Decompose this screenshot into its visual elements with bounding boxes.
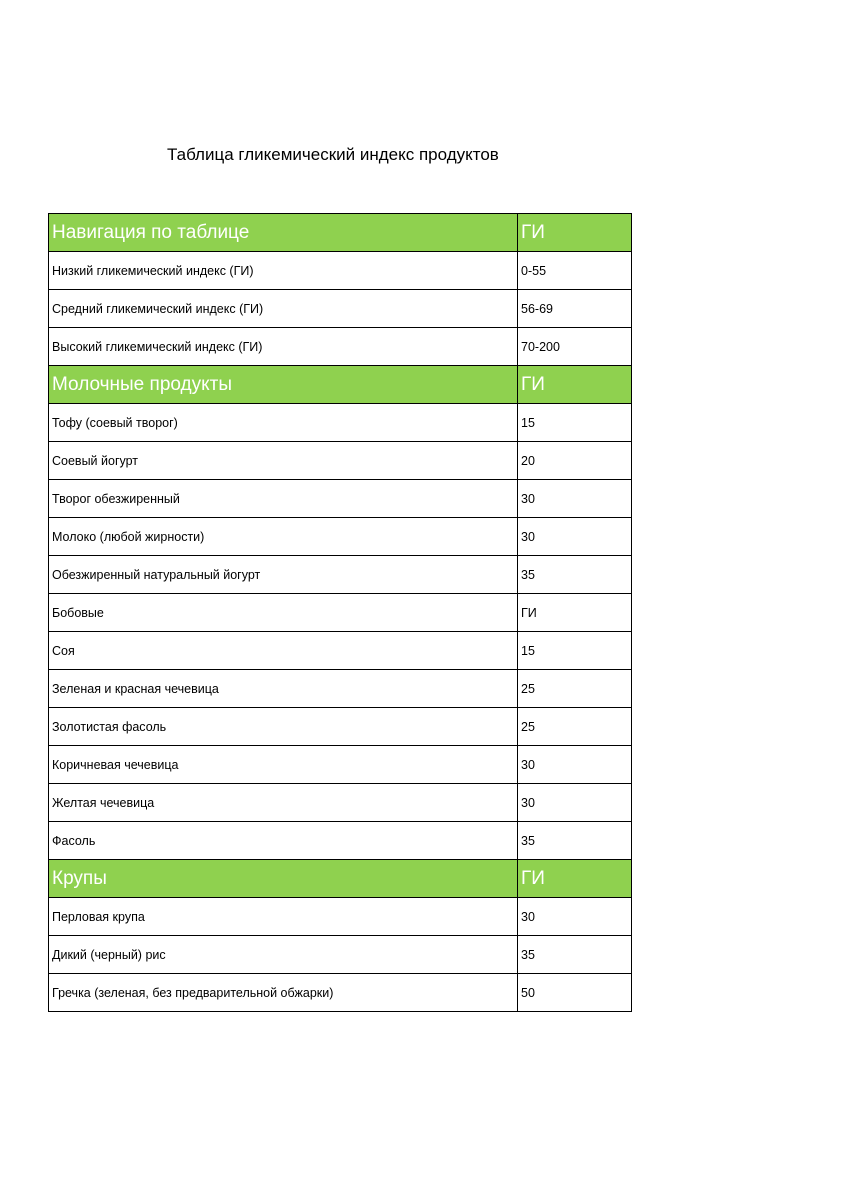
table-row xyxy=(49,822,632,860)
table-row xyxy=(49,898,632,936)
table-row xyxy=(49,404,632,442)
gi-value-cell: 15 xyxy=(518,404,632,442)
product-name-cell: Тофу (соевый творог) xyxy=(49,404,518,442)
table-row xyxy=(49,670,632,708)
product-name-cell: Соевый йогурт xyxy=(49,442,518,480)
section-header-row xyxy=(49,214,632,252)
gi-value-cell: 35 xyxy=(518,556,632,594)
table-row xyxy=(49,442,632,480)
table-row xyxy=(49,784,632,822)
gi-value-cell: 25 xyxy=(518,708,632,746)
gi-value-cell: 15 xyxy=(518,632,632,670)
product-name-cell: Фасоль xyxy=(49,822,518,860)
gi-value-cell: 50 xyxy=(518,974,632,1012)
product-name-cell: Бобовые xyxy=(49,594,518,632)
gi-value-cell: 35 xyxy=(518,936,632,974)
gi-header-cell: ГИ xyxy=(518,860,632,898)
table-row xyxy=(49,974,632,1012)
section-title-cell: Навигация по таблице xyxy=(49,214,518,252)
product-name-cell: Средний гликемический индекс (ГИ) xyxy=(49,290,518,328)
page-title: Таблица гликемический индекс продуктов xyxy=(167,145,499,164)
product-name-cell: Молоко (любой жирности) xyxy=(49,518,518,556)
product-name-cell: Гречка (зеленая, без предварительной обжарки) xyxy=(49,974,518,1012)
gi-value-cell: 56-69 xyxy=(518,290,632,328)
gi-value-cell: ГИ xyxy=(518,594,632,632)
gi-value-cell: 20 xyxy=(518,442,632,480)
table-row xyxy=(49,252,632,290)
product-name-cell: Зеленая и красная чечевица xyxy=(49,670,518,708)
gi-value-cell: 70-200 xyxy=(518,328,632,366)
product-name-cell: Перловая крупа xyxy=(49,898,518,936)
gi-header-cell: ГИ xyxy=(518,214,632,252)
gi-value-cell: 0-55 xyxy=(518,252,632,290)
product-name-cell: Высокий гликемический индекс (ГИ) xyxy=(49,328,518,366)
table-row xyxy=(49,480,632,518)
product-name-cell: Дикий (черный) рис xyxy=(49,936,518,974)
gi-header-cell: ГИ xyxy=(518,366,632,404)
gi-value-cell: 25 xyxy=(518,670,632,708)
table-row xyxy=(49,594,632,632)
table-row xyxy=(49,556,632,594)
glycemic-index-table xyxy=(48,213,632,1012)
section-title-cell: Крупы xyxy=(49,860,518,898)
product-name-cell: Золотистая фасоль xyxy=(49,708,518,746)
gi-value-cell: 30 xyxy=(518,746,632,784)
product-name-cell: Обезжиренный натуральный йогурт xyxy=(49,556,518,594)
section-header-row xyxy=(49,366,632,404)
gi-value-cell: 30 xyxy=(518,898,632,936)
table-row xyxy=(49,290,632,328)
gi-value-cell: 30 xyxy=(518,784,632,822)
product-name-cell: Коричневая чечевица xyxy=(49,746,518,784)
product-name-cell: Низкий гликемический индекс (ГИ) xyxy=(49,252,518,290)
table-row xyxy=(49,708,632,746)
gi-value-cell: 30 xyxy=(518,518,632,556)
product-name-cell: Творог обезжиренный xyxy=(49,480,518,518)
table-row xyxy=(49,518,632,556)
table-row xyxy=(49,746,632,784)
section-title-cell: Молочные продукты xyxy=(49,366,518,404)
table-row xyxy=(49,936,632,974)
gi-value-cell: 30 xyxy=(518,480,632,518)
table-body xyxy=(49,214,632,1012)
table-row xyxy=(49,632,632,670)
product-name-cell: Соя xyxy=(49,632,518,670)
gi-value-cell: 35 xyxy=(518,822,632,860)
table-row xyxy=(49,328,632,366)
product-name-cell: Желтая чечевица xyxy=(49,784,518,822)
section-header-row xyxy=(49,860,632,898)
